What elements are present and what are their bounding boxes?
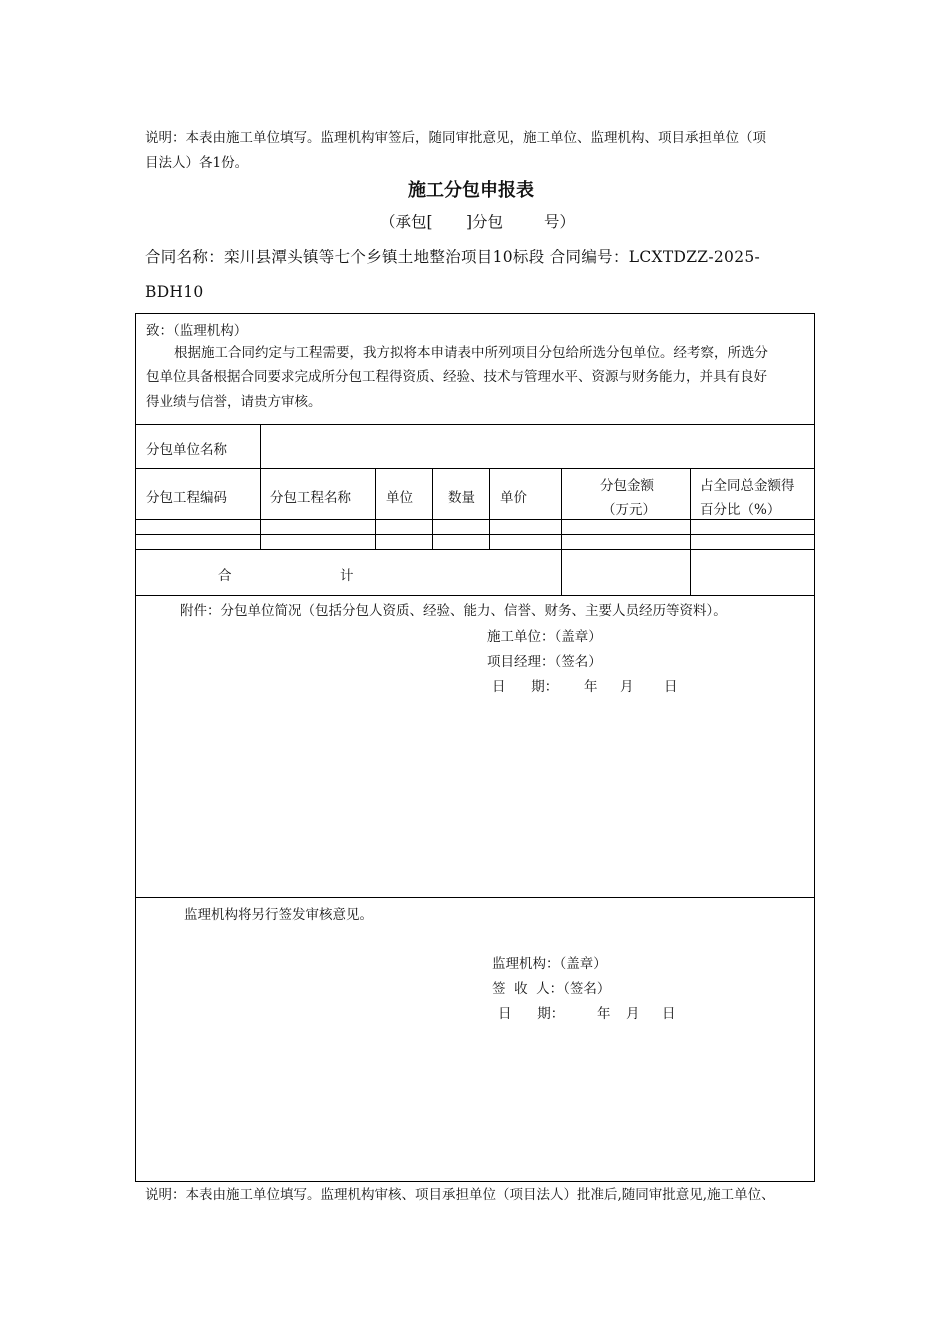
date-month: 月 (620, 679, 634, 695)
project-manager-sign: 项目经理：（签名） (487, 654, 602, 670)
divider (136, 424, 814, 425)
subtitle-mid: ]分包 (466, 213, 504, 231)
divider (136, 549, 814, 550)
header-unit: 单位 (386, 490, 413, 506)
header-quantity: 数量 (448, 490, 475, 506)
application-form (135, 313, 815, 1182)
top-note-line2: 目法人）各1份。 (145, 155, 249, 171)
contract-line2: BDH10 (145, 283, 204, 301)
date-year: 年 (597, 1006, 611, 1022)
divider (432, 468, 433, 549)
supervisor-unit-seal: 监理机构：（盖章） (492, 956, 607, 972)
subtitle-open: （承包[ (380, 213, 433, 231)
divider (136, 468, 814, 469)
divider (489, 468, 490, 549)
divider (260, 424, 261, 549)
subcontractor-name-value[interactable] (266, 438, 806, 458)
header-percent: 占全同总金额得 (700, 478, 795, 494)
bottom-note: 说明：本表由施工单位填写。监理机构审核、项目承担单位（项目法人）批准后,随同审批意见,施工单位、 (145, 1187, 775, 1203)
header-amount: 分包金额 (600, 478, 654, 494)
contractor-unit-seal: 施工单位：（盖章） (487, 629, 602, 645)
form-body-line1: 根据施工合同约定与工程需要，我方拟将本申请表中所列项目分包给所选分包单位。经考察，所选分 (174, 345, 768, 361)
divider (561, 468, 562, 595)
header-code: 分包工程编码 (146, 490, 227, 506)
form-recipient: 致：（监理机构） (146, 323, 248, 339)
divider (136, 519, 814, 520)
date-label: 日 期： (492, 679, 559, 695)
total-label-char2: 计 (340, 568, 354, 584)
attachment-note: 附件：分包单位简况（包括分包人资质、经验、能力、信誉、财务、主要人员经历等资料）。 (180, 603, 727, 619)
header-percent-unit: 百分比（%） (700, 502, 781, 518)
form-body-line2: 包单位具备根据合同要求完成所分包工程得资质、经验、技术与管理水平、资源与财务能力，并具有良好 (146, 369, 767, 385)
header-name: 分包工程名称 (270, 490, 351, 506)
divider (375, 468, 376, 549)
subcontractor-name-label: 分包单位名称 (146, 442, 227, 458)
date-month: 月 (626, 1006, 640, 1022)
page-title: 施工分包申报表 (408, 180, 534, 201)
supervisor-note: 监理机构将另行签发审核意见。 (184, 907, 373, 923)
date-day: 日 (664, 679, 678, 695)
date-day: 日 (662, 1006, 676, 1022)
divider (136, 897, 814, 898)
contract-line1: 合同名称：栾川县潭头镇等七个乡镇土地整治项目10标段 合同编号：LCXTDZZ-2025- (145, 248, 761, 266)
date-label: 日 期： (498, 1006, 565, 1022)
subtitle-end: 号） (544, 213, 576, 231)
receiver-sign: 签 收 人：（签名） (492, 981, 611, 997)
top-note-line1: 说明：本表由施工单位填写。监理机构审签后，随同审批意见，施工单位、监理机构、项目承担单位（项 (145, 130, 766, 146)
divider (690, 468, 691, 595)
divider (136, 595, 814, 596)
form-body-line3: 得业绩与信誉，请贵方审核。 (146, 394, 322, 410)
total-label-char1: 合 (218, 568, 232, 584)
header-unit-price: 单价 (500, 490, 527, 506)
divider (136, 534, 814, 535)
date-year: 年 (584, 679, 598, 695)
header-amount-unit: （万元） (602, 502, 656, 518)
